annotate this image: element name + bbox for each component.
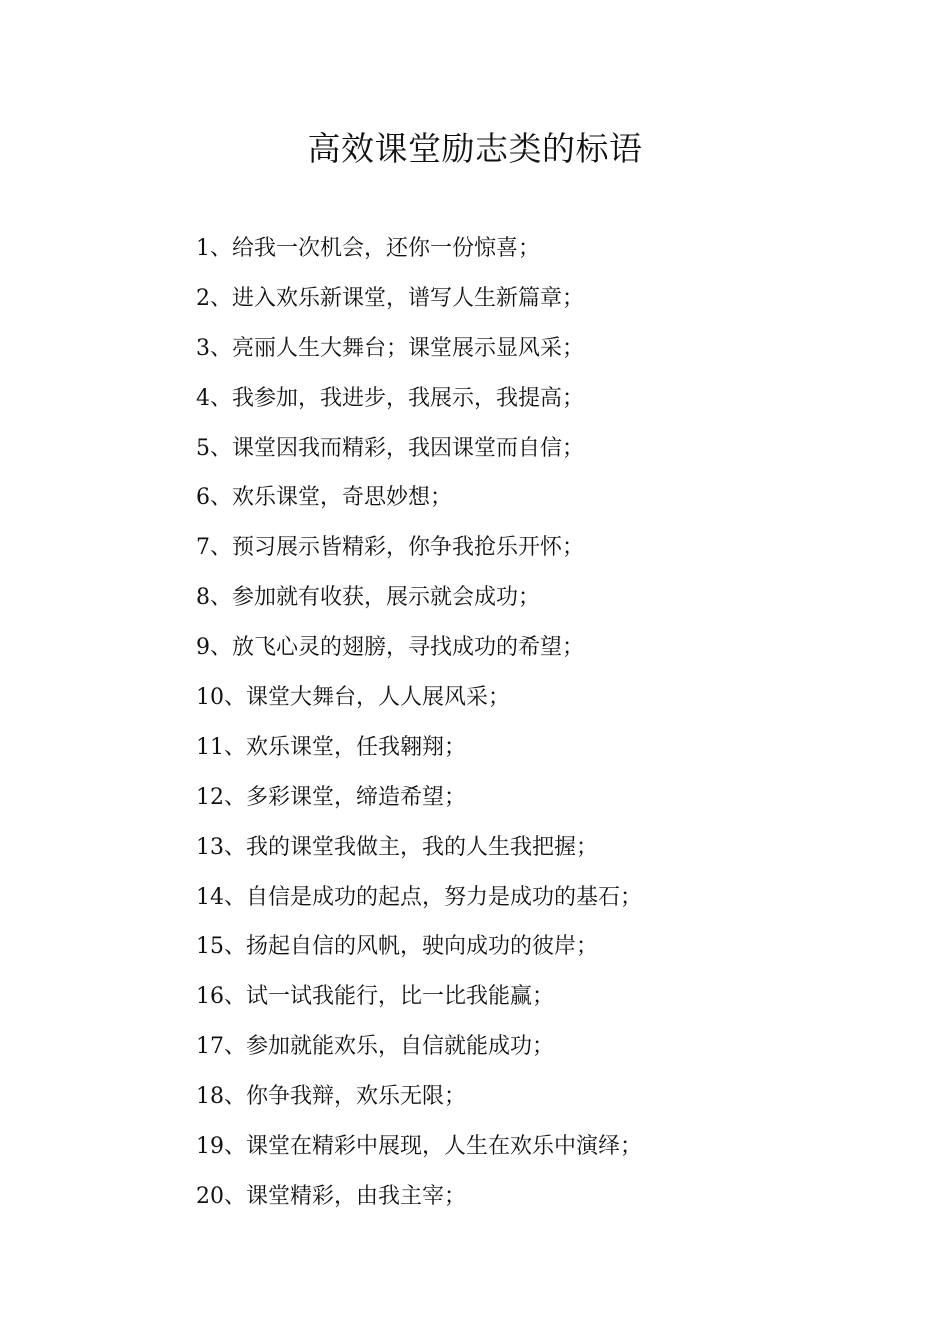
slogan-item: 4、我参加，我进步，我展示，我提高；	[196, 385, 584, 411]
slogan-item: 3、亮丽人生大舞台；课堂展示显风采；	[196, 335, 584, 361]
slogan-item: 17、参加就能欢乐，自信就能成功；	[196, 1034, 554, 1060]
slogan-item: 6、欢乐课堂，奇思妙想；	[196, 485, 452, 511]
slogan-item: 7、预习展示皆精彩，你争我抢乐开怀；	[196, 535, 584, 561]
slogan-list	[196, 224, 896, 1222]
slogan-item: 13、我的课堂我做主，我的人生我把握；	[196, 834, 598, 860]
slogan-item: 8、参加就有收获，展示就会成功；	[196, 585, 540, 611]
slogan-item: 12、多彩课堂，缔造希望；	[196, 784, 466, 810]
slogan-item: 11、欢乐课堂，任我翱翔；	[196, 734, 466, 760]
slogan-item: 1、给我一次机会，还你一份惊喜；	[196, 236, 540, 261]
document-title: 高效课堂励志类的标语	[307, 129, 643, 168]
slogan-item: 10、课堂大舞台，人人展风采；	[196, 685, 510, 711]
slogan-item: 18、你争我辩，欢乐无限；	[196, 1084, 466, 1110]
slogan-item: 19、课堂在精彩中展现，人生在欢乐中演绎；	[196, 1134, 642, 1160]
slogan-item: 15、扬起自信的风帆，驶向成功的彼岸；	[196, 934, 598, 960]
slogan-item: 20、课堂精彩，由我主宰；	[196, 1183, 466, 1209]
slogan-item: 5、课堂因我而精彩，我因课堂而自信；	[196, 435, 584, 461]
slogan-item: 9、放飞心灵的翅膀，寻找成功的希望；	[196, 635, 584, 661]
slogan-item: 14、自信是成功的起点，努力是成功的基石；	[196, 884, 642, 910]
slogan-item: 16、试一试我能行，比一比我能赢；	[196, 984, 554, 1010]
slogan-item: 2、进入欢乐新课堂，谱写人生新篇章；	[196, 285, 584, 311]
